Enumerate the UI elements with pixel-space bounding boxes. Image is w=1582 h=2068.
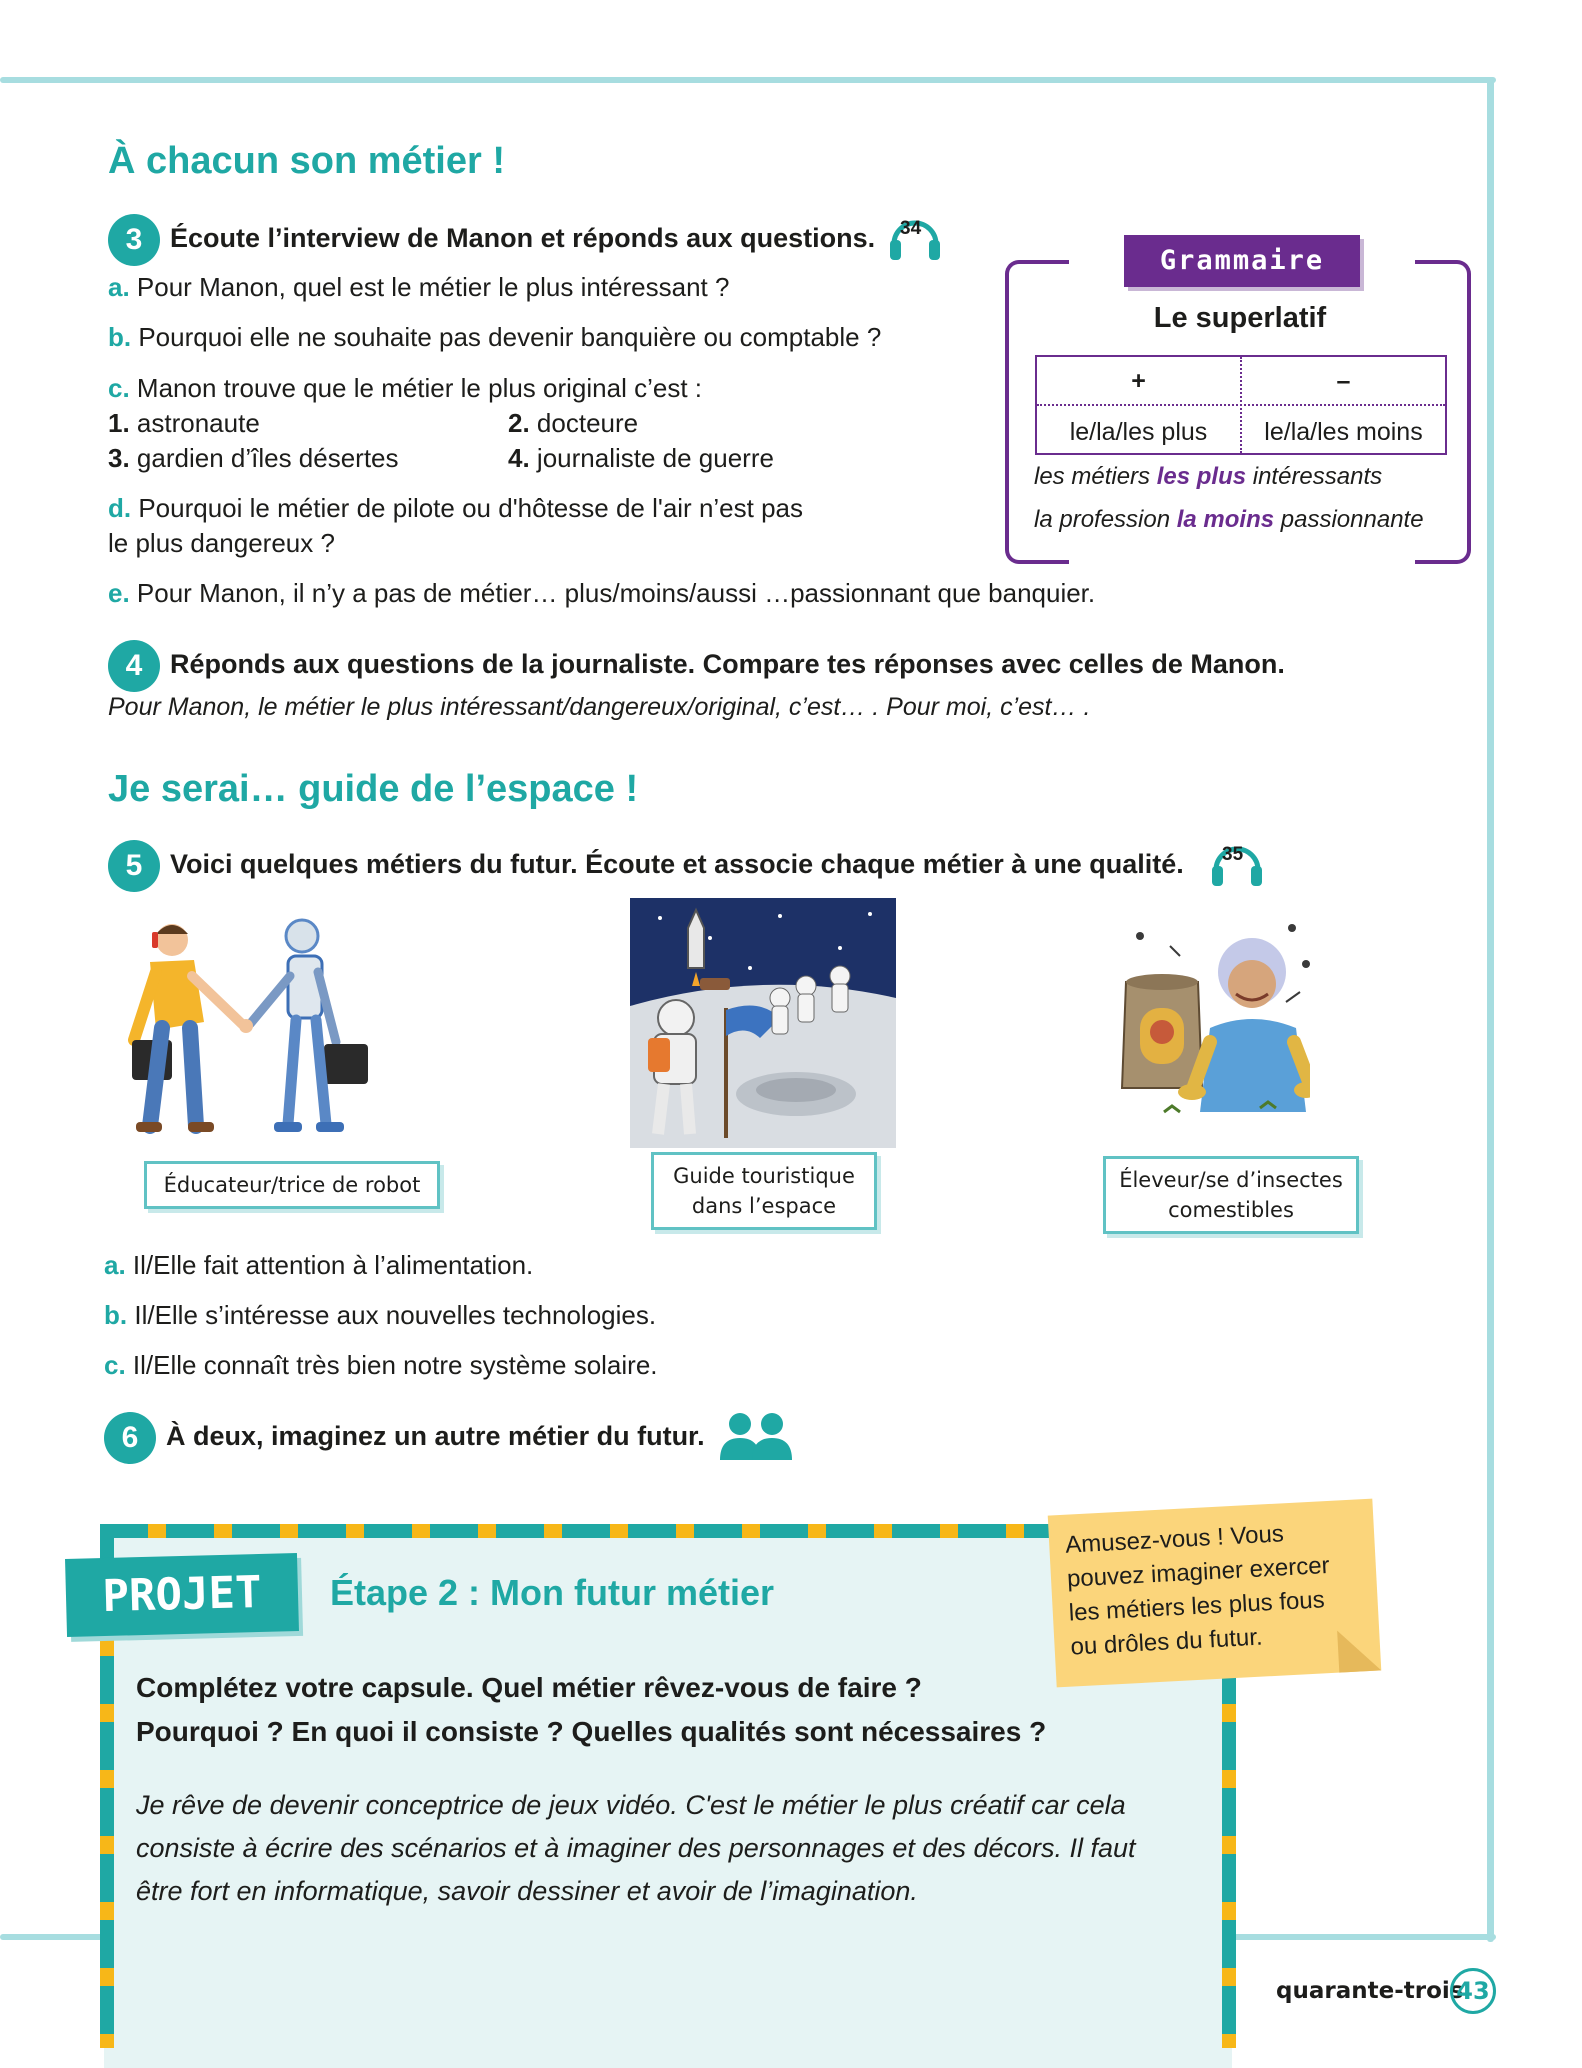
question-letter: e. [108, 578, 130, 608]
project-instruction-2: Pourquoi ? En quoi il consiste ? Quelles qualités sont nécessaires ? [136, 1716, 1047, 1747]
quality-a [104, 1250, 533, 1281]
job-label-space-guide [651, 1152, 877, 1230]
exercise-6-instruction: À deux, imaginez un autre métier du futur. [166, 1421, 705, 1451]
job-label-text: Éducateur/trice de robot [163, 1173, 421, 1197]
sticky-text: ou drôles du futur. [1069, 1623, 1264, 1661]
question-letter: b. [108, 322, 132, 352]
question-letter: c. [108, 373, 130, 403]
grammar-example-1 [1034, 463, 1382, 491]
robot-handshake-illustration [112, 912, 384, 1150]
grammar-cell-minus: le/la/les moins [1264, 418, 1423, 446]
headphones-audio-icon[interactable] [886, 210, 944, 262]
example-highlight: la moins [1176, 506, 1275, 533]
option-number: 3. [108, 443, 130, 473]
project-step-title: Étape 2 : Mon futur métier [330, 1572, 775, 1613]
question-text: Pourquoi le métier de pilote ou d'hôtesse de l'air n’est pas [138, 493, 804, 523]
grammar-example-2 [1034, 506, 1424, 534]
grammar-header-minus: – [1336, 367, 1351, 395]
exercise-number-6: 6 [104, 1412, 156, 1464]
audio-track-number: 34 [900, 218, 922, 239]
job-label-text: comestibles [1168, 1198, 1294, 1222]
sticky-text: pouvez imaginer exercer [1066, 1551, 1331, 1593]
option-1 [108, 408, 260, 439]
example-highlight: les plus [1156, 463, 1247, 490]
audio-track-number: 35 [1222, 844, 1244, 865]
job-label-text: Guide touristique [673, 1164, 855, 1188]
project-example-line-3: être fort en informatique, savoir dessiner et avoir de l’imagination. [136, 1876, 918, 1906]
question-letter: c. [104, 1350, 126, 1380]
question-text: Manon trouve que le métier le plus original c’est : [136, 373, 702, 403]
page-frame-right [1487, 77, 1494, 1942]
grammar-label: Grammaire [1124, 235, 1360, 287]
option-4 [508, 443, 774, 474]
job-label-text: dans l’espace [691, 1194, 837, 1218]
sticky-text: les métiers les plus fous [1068, 1586, 1326, 1627]
project-instruction-1: Complétez votre capsule. Quel métier rêvez-vous de faire ? [136, 1672, 922, 1703]
project-example-line-2: consiste à écrire des scénarios et à imaginer des personnages et des décors. Il faut [136, 1833, 1136, 1863]
project-example-line-1: Je rêve de devenir conceptrice de jeux vidéo. C'est le métier le plus créatif car cela [136, 1790, 1126, 1820]
exercise-4-instruction: Réponds aux questions de la journaliste. Compare tes réponses avec celles de Manon. [170, 649, 1285, 679]
sticky-text: Amusez-vous ! Vous [1064, 1520, 1285, 1559]
question-3e [108, 578, 1095, 609]
exercise-number-5: 5 [108, 840, 160, 892]
question-text: Pour Manon, quel est le métier le plus intéressant ? [136, 272, 730, 302]
grammar-header-plus: + [1131, 367, 1146, 395]
question-3b [108, 322, 881, 353]
option-3 [108, 443, 399, 474]
option-text: astronaute [136, 408, 260, 438]
exercise-3-instruction: Écoute l’interview de Manon et réponds aux questions. [170, 223, 876, 253]
example-text: passionnante [1274, 506, 1424, 533]
question-letter: d. [108, 493, 132, 523]
question-3d [108, 493, 803, 524]
option-number: 4. [508, 443, 530, 473]
example-text: la profession [1034, 506, 1177, 533]
grammar-subtitle: Le superlatif [1153, 302, 1327, 334]
insect-farmer-illustration [1110, 912, 1310, 1130]
question-text: Pour Manon, il n’y a pas de métier… plus/moins/aussi …passionnant que banquier. [136, 578, 1096, 608]
question-letter: b. [104, 1300, 128, 1330]
option-text: gardien d’îles désertes [136, 443, 399, 473]
question-3d-line2: le plus dangereux ? [108, 528, 335, 558]
question-3a [108, 272, 729, 303]
exercise-number-4: 4 [108, 640, 160, 692]
tip-sticky-note [1048, 1499, 1382, 1688]
space-guide-illustration [630, 898, 896, 1148]
quality-b [104, 1300, 656, 1331]
example-text: intéressants [1246, 463, 1383, 490]
question-text: Il/Elle s’intéresse aux nouvelles technologies. [134, 1300, 657, 1330]
option-number: 1. [108, 408, 130, 438]
page-number: 43 [1450, 1968, 1496, 2014]
grammar-cell-plus: le/la/les plus [1069, 418, 1208, 446]
example-text: les métiers [1034, 463, 1157, 490]
job-label-text: Éleveur/se d’insectes [1119, 1168, 1343, 1192]
page-frame-top [0, 77, 1496, 83]
job-label-insect-breeder [1103, 1156, 1359, 1234]
question-text: Il/Elle connaît très bien notre système solaire. [132, 1350, 658, 1380]
page-number-words: quarante-trois [1276, 1978, 1464, 2004]
section-title-espace: Je serai… guide de l’espace ! [108, 768, 639, 810]
question-letter: a. [108, 272, 130, 302]
option-text: docteure [536, 408, 639, 438]
quality-c [104, 1350, 658, 1381]
exercise-5-instruction: Voici quelques métiers du futur. Écoute et associe chaque métier à une qualité. [170, 849, 1184, 879]
question-text: Pourquoi elle ne souhaite pas devenir banquière ou comptable ? [138, 322, 882, 352]
question-letter: a. [104, 1250, 126, 1280]
project-tag: PROJET [65, 1553, 299, 1637]
option-number: 2. [508, 408, 530, 438]
option-2 [508, 408, 638, 439]
question-3c [108, 373, 702, 404]
section-title-metier: À chacun son métier ! [108, 140, 505, 182]
grammar-table [1035, 355, 1447, 455]
question-text: Il/Elle fait attention à l’alimentation. [132, 1250, 534, 1280]
headphones-audio-icon[interactable] [1208, 836, 1266, 888]
pair-work-icon [718, 1410, 794, 1462]
option-text: journaliste de guerre [536, 443, 774, 473]
job-label-robot-educator [144, 1161, 440, 1209]
exercise-4-example: Pour Manon, le métier le plus intéressant/dangereux/original, c’est… . Pour moi, c’est… . [108, 693, 1091, 721]
sticky-fold [1337, 1628, 1381, 1672]
exercise-number-3: 3 [108, 214, 160, 266]
